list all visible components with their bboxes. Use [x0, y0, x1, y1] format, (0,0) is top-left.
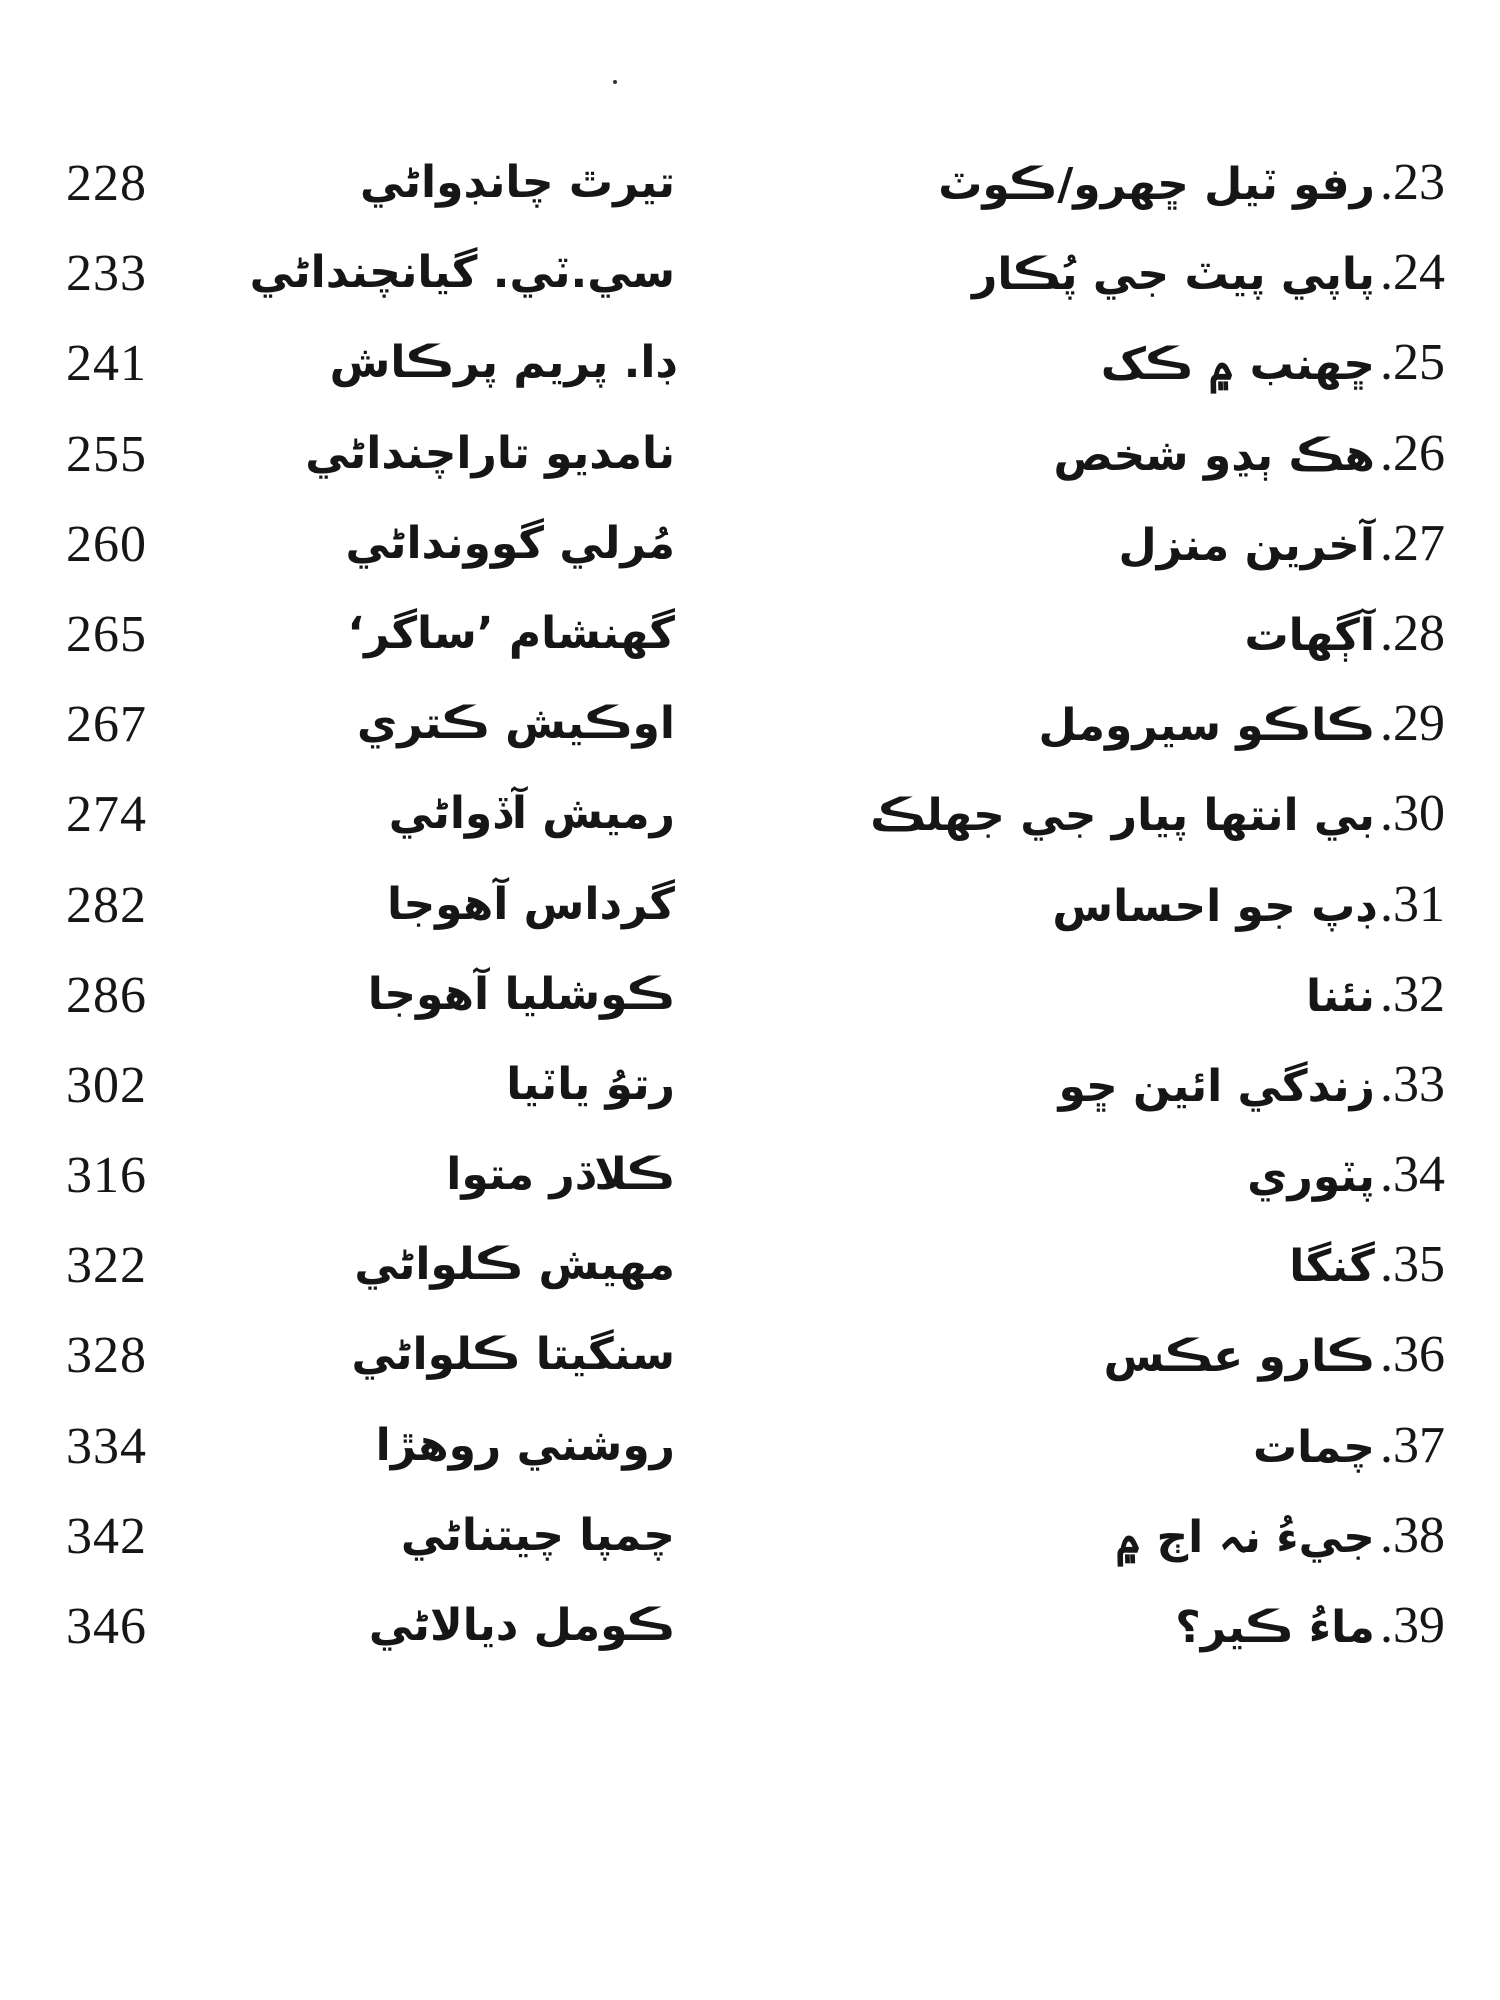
toc-entry	[0, 140, 1500, 230]
entry-title-text: ماءُ ڪير؟	[1175, 1602, 1375, 1653]
entry-author: رميش آڏواڻي	[388, 788, 675, 840]
entry-number: 39	[1393, 1597, 1445, 1654]
entry-author: روشني روهڙا	[375, 1419, 675, 1471]
toc-entry	[0, 952, 1500, 1042]
entry-title-text: جيءُ نہ اڄ ۾	[1115, 1511, 1375, 1563]
entry-title-text: هڪ ٻڍو شخص	[1053, 429, 1375, 481]
entry-author: چمپا چيتناڻي	[400, 1509, 675, 1561]
entry-title: 30. بي انتها پيار جي جهلڪ	[870, 785, 1445, 843]
entry-title-text: رفو ٽيل ڇهرو/ڪوٽ	[938, 159, 1375, 210]
print-speck	[613, 80, 617, 84]
entry-author: سي.ٽي. گيانچنداڻي	[249, 247, 675, 299]
entry-author: ڪومل ديالاڻي	[368, 1600, 675, 1651]
toc-entry	[0, 1222, 1500, 1312]
entry-number: 24	[1393, 244, 1445, 302]
toc-entry	[0, 681, 1500, 771]
entry-title-text: پٽوري	[1247, 1151, 1375, 1203]
entry-author: ڊا. پريم پرڪاش	[329, 337, 675, 389]
toc-entry	[0, 862, 1500, 952]
entry-author: مُرلي گوونداڻي	[345, 517, 675, 569]
entry-title: 31. ڊپ جو احساس	[1052, 875, 1445, 933]
entry-number: 26	[1393, 424, 1445, 482]
toc-entry	[0, 1132, 1500, 1222]
entry-page-number: 286	[66, 966, 147, 1024]
entry-author: نامديو تاراچنداڻي	[305, 427, 675, 479]
entry-number: 34	[1393, 1146, 1445, 1204]
entry-page-number: 241	[66, 335, 147, 393]
entry-title-text: آڳهات	[1244, 609, 1375, 661]
entry-title: 24. پاپي پيٽ جي پُڪار	[971, 244, 1445, 302]
entry-title-text: آخرين منزل	[1118, 519, 1375, 571]
entry-number: 30	[1393, 785, 1445, 843]
entry-number: 23	[1393, 154, 1445, 211]
entry-title-text: نئنا	[1305, 970, 1375, 1022]
toc-entry	[0, 411, 1500, 501]
toc-entry	[0, 1312, 1500, 1402]
entry-author: مهيش ڪلواڻي	[354, 1239, 675, 1291]
entry-page-number: 255	[66, 425, 147, 483]
entry-title: 27. آخرين منزل	[1118, 514, 1445, 572]
toc-entry	[0, 1493, 1500, 1583]
toc-entry	[0, 1042, 1500, 1132]
entry-number: 33	[1393, 1055, 1445, 1113]
entry-page-number: 274	[66, 786, 147, 844]
entry-title: 38. جيءُ نہ اڄ ۾	[1115, 1506, 1445, 1564]
entry-title: 28. آڳهات	[1244, 604, 1445, 662]
entry-page-number: 260	[66, 515, 147, 573]
entry-title-text: ڇهنب ۾ ڪک	[1100, 339, 1375, 391]
entry-number: 37	[1393, 1416, 1445, 1474]
entry-number: 35	[1393, 1236, 1445, 1294]
toc-entry	[0, 320, 1500, 410]
entry-number: 38	[1393, 1506, 1445, 1564]
entry-page-number: 334	[66, 1417, 147, 1475]
entry-title-text: ڪاڪو سيرومل	[1038, 700, 1375, 752]
entry-author: ڪلاڌر متوا	[446, 1149, 675, 1201]
entry-author: سنگيتا ڪلواڻي	[351, 1329, 675, 1381]
toc-entry	[0, 771, 1500, 861]
entry-page-number: 233	[66, 245, 147, 303]
entry-title: 25. ڇهنب ۾ ڪک	[1100, 334, 1445, 392]
entry-title: 35. گنگا	[1289, 1236, 1445, 1294]
entry-number: 27	[1393, 514, 1445, 572]
toc-entry	[0, 1583, 1500, 1673]
entry-number: 32	[1393, 965, 1445, 1023]
entry-number: 25	[1393, 334, 1445, 392]
entry-title: 39. ماءُ ڪير؟	[1175, 1597, 1445, 1654]
entry-title-text: چمات	[1252, 1421, 1375, 1473]
table-of-contents	[0, 140, 1500, 1673]
entry-title: 37. چمات	[1252, 1416, 1445, 1474]
entry-title: 29. ڪاڪو سيرومل	[1038, 695, 1445, 753]
toc-entry	[0, 591, 1500, 681]
entry-page-number: 228	[66, 155, 147, 212]
entry-title: 33. زندگي ائين ڇو	[1058, 1055, 1445, 1113]
entry-page-number: 282	[66, 876, 147, 934]
entry-title: 23. رفو ٽيل ڇهرو/ڪوٽ	[938, 154, 1445, 211]
entry-page-number: 322	[66, 1237, 147, 1295]
entry-author: ڪوشليا آهوجا	[367, 968, 675, 1020]
entry-page-number: 342	[66, 1507, 147, 1565]
entry-number: 36	[1393, 1326, 1445, 1384]
entry-number: 29	[1393, 695, 1445, 753]
entry-page-number: 316	[66, 1147, 147, 1205]
entry-title: 34. پٽوري	[1247, 1146, 1445, 1204]
entry-page-number: 346	[66, 1598, 147, 1655]
entry-author: گرداس آهوجا	[386, 878, 675, 930]
entry-page-number: 265	[66, 605, 147, 663]
entry-title-text: ڊپ جو احساس	[1052, 880, 1375, 932]
entry-number: 31	[1393, 875, 1445, 933]
entry-title-text: زندگي ائين ڇو	[1058, 1060, 1375, 1112]
entry-page-number: 328	[66, 1327, 147, 1385]
entry-author: رتوُ ياٽيا	[506, 1058, 675, 1110]
entry-page-number: 267	[66, 696, 147, 754]
entry-author: اوڪيش ڪتري	[356, 698, 675, 750]
entry-title-text: پاپي پيٽ جي پُڪار	[971, 249, 1375, 301]
entry-title: 26. هڪ ٻڍو شخص	[1053, 424, 1445, 482]
entry-author: تيرٿ چانڊواڻي	[359, 157, 675, 208]
entry-title-text: ڪارو عڪس	[1103, 1331, 1375, 1383]
toc-entry	[0, 230, 1500, 320]
entry-author: گهنشام ’ساگر‘	[347, 607, 675, 659]
entry-title-text: بي انتها پيار جي جهلڪ	[870, 790, 1375, 842]
toc-entry	[0, 1403, 1500, 1493]
toc-entry	[0, 501, 1500, 591]
entry-title-text: گنگا	[1289, 1241, 1375, 1293]
entry-title: 36. ڪارو عڪس	[1103, 1326, 1445, 1384]
entry-page-number: 302	[66, 1056, 147, 1114]
entry-number: 28	[1393, 604, 1445, 662]
entry-title: 32. نئنا	[1305, 965, 1445, 1023]
